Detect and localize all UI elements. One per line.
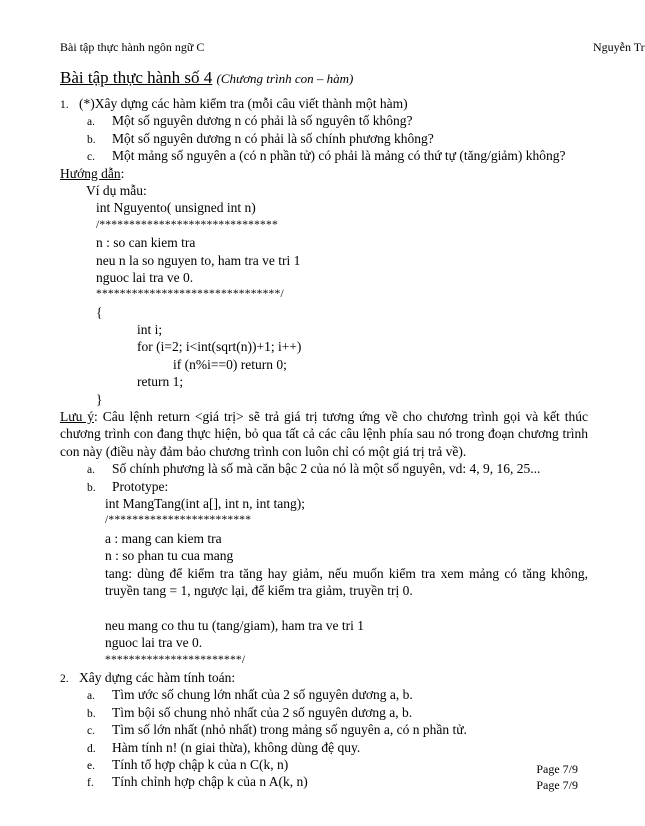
- item-text: Một số nguyên dương n có phải là số chính phương không?: [112, 130, 434, 146]
- page-number: Page 7/9: [536, 778, 578, 792]
- question-text: (*)Xây dựng các hàm kiểm tra (mỗi câu viết thành một hàm): [79, 96, 408, 111]
- list-item: [60, 112, 588, 129]
- item-label: a.: [87, 464, 95, 477]
- list-item: [60, 739, 588, 756]
- list-item: [60, 686, 588, 703]
- item-label: f.: [87, 777, 94, 790]
- question-1: [60, 95, 588, 112]
- list-item: [60, 704, 588, 721]
- item-label: b.: [87, 707, 96, 720]
- note-text: : Câu lệnh return <giá trị> sẽ trả giá trị tương ứng về cho chương trình gọi và kết thúc chương trình con đang thực hiện, bỏ qua tất cả các câu lệnh phía sau nó trong đoạn chương trình con này (điều này đảm bảo chương trình con luôn chỉ có một giá trị trả về).: [60, 409, 588, 459]
- item-label: c.: [87, 725, 95, 738]
- code-line: int i;: [137, 322, 163, 338]
- list-item: [60, 773, 588, 790]
- item-text: Tìm ước số chung lớn nhất của 2 số nguyên dương a, b.: [112, 687, 413, 703]
- list-item: [60, 130, 588, 147]
- code-comment-start: /************************: [105, 514, 252, 527]
- item-label: b.: [87, 481, 96, 494]
- code-line: n : so phan tu cua mang: [105, 548, 234, 564]
- page-header: [60, 40, 645, 56]
- code-line: int Nguyento( unsigned int n): [96, 200, 256, 216]
- spacer: [60, 599, 588, 616]
- code-comment-end: ***********************/: [105, 653, 246, 666]
- list-item: [60, 756, 588, 773]
- list-item: [60, 478, 588, 495]
- item-text: Một mảng số nguyên a (có n phần tử) có phải là mảng có thứ tự (tăng/giảm) không?: [112, 148, 566, 164]
- page-number: Page 7/9: [536, 762, 578, 776]
- question-text: Xây dựng các hàm tính toán:: [79, 669, 236, 685]
- example-label: Ví dụ mẫu:: [86, 182, 147, 198]
- item-text: Hàm tính n! (n giai thừa), không dùng đệ quy.: [112, 739, 361, 755]
- page-title: [60, 68, 353, 88]
- item-text: Tính tổ hợp chập k của n C(k, n): [112, 756, 289, 772]
- code-comment-start: /******************************: [96, 218, 278, 231]
- item-text: Prototype:: [112, 478, 169, 494]
- code-line: nguoc lai tra ve 0.: [96, 269, 194, 285]
- guide-heading-label: Hướng dẫn: [60, 165, 121, 181]
- guide-heading: [60, 165, 588, 182]
- title-main: Bài tập thực hành số 4: [60, 68, 213, 87]
- item-text: Số chính phương là số mà căn bậc 2 của nó là một số nguyên, vd: 4, 9, 16, 25...: [112, 461, 541, 477]
- header-author: Nguyễn Tr: [593, 40, 645, 54]
- code-line: }: [96, 391, 103, 407]
- list-item: [60, 721, 588, 738]
- guide-heading-colon: :: [120, 165, 125, 181]
- item-text: Tính chỉnh hợp chập k của n A(k, n): [112, 774, 308, 790]
- question-number: 2.: [60, 672, 69, 685]
- item-label: a.: [87, 116, 95, 129]
- code-line: for (i=2; i<int(sqrt(n))+1; i++): [137, 339, 302, 355]
- header-course-title: Bài tập thực hành ngôn ngữ C: [60, 40, 205, 54]
- item-label: d.: [87, 742, 96, 755]
- item-label: b.: [87, 133, 96, 146]
- note-paragraph: [60, 408, 588, 460]
- code-line: {: [96, 304, 103, 320]
- list-item: [60, 460, 588, 477]
- question-2: [60, 669, 588, 686]
- code-comment-end: *******************************/: [96, 288, 284, 301]
- code-line: if (n%i==0) return 0;: [173, 356, 287, 372]
- code-line: int MangTang(int a[], int n, int tang);: [105, 496, 306, 512]
- code-line: nguoc lai tra ve 0.: [105, 635, 203, 651]
- item-text: Một số nguyên dương n có phải là số nguyên tố không?: [112, 113, 413, 129]
- item-label: a.: [87, 690, 95, 703]
- code-line: neu mang co thu tu (tang/giam), ham tra ve tri 1: [105, 617, 365, 633]
- code-line: n : so can kiem tra: [96, 235, 196, 251]
- note-label: Lưu ý: [60, 409, 95, 425]
- question-number: 1.: [60, 99, 69, 111]
- title-subtitle: (Chương trình con – hàm): [216, 71, 354, 86]
- code-line: neu n la so nguyen to, ham tra ve tri 1: [96, 252, 301, 268]
- item-text: Tìm số lớn nhất (nhỏ nhất) trong mảng số nguyên a, có n phần tử.: [112, 722, 467, 738]
- list-item: [60, 147, 588, 164]
- code-line: return 1;: [137, 374, 184, 390]
- item-label: c.: [87, 151, 95, 164]
- item-label: e.: [87, 759, 95, 772]
- item-text: Tìm bội số chung nhỏ nhất của 2 số nguyên dương a, b.: [112, 704, 413, 720]
- document-body: [60, 95, 588, 791]
- code-line: a : mang can kiem tra: [105, 530, 222, 546]
- code-line: tang: dùng để kiểm tra tăng hay giảm, nếu muốn kiểm tra xem mảng có tăng không, truyền tang = 1, ngược lại, để kiểm tra giảm, truyền trị 0.: [105, 565, 588, 598]
